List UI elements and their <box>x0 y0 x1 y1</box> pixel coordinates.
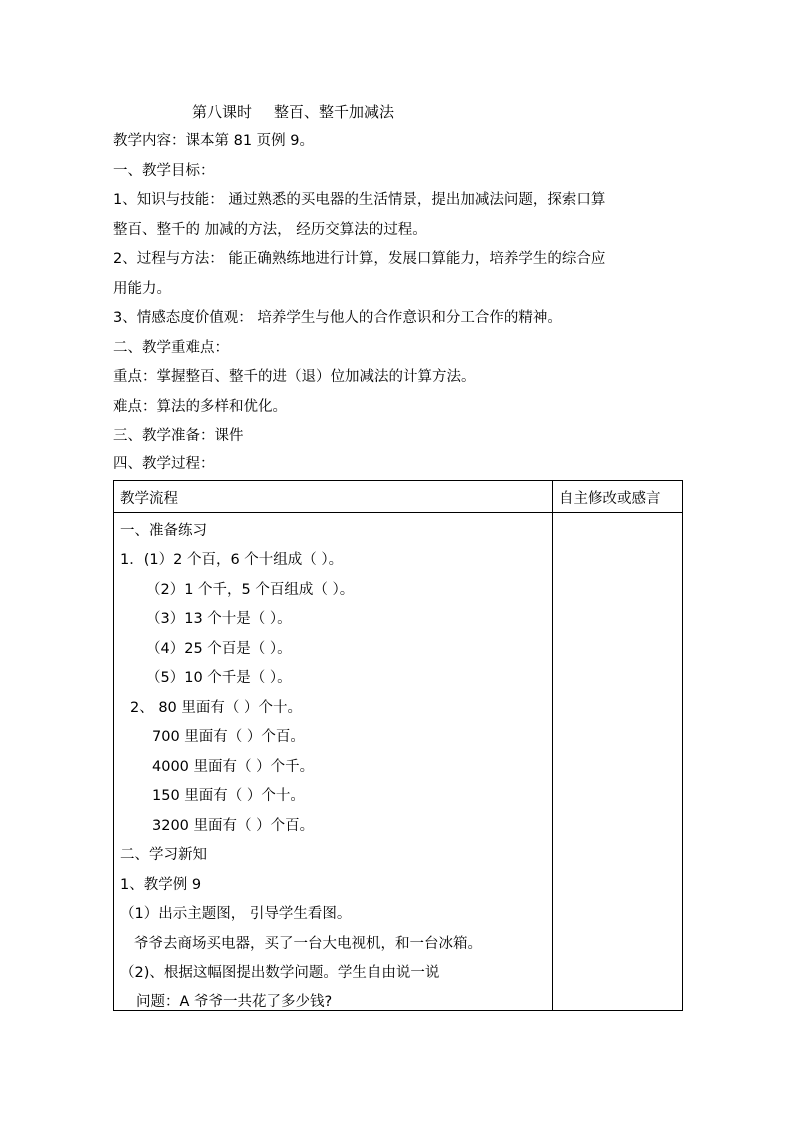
goal-process-line-2: 用能力。 <box>113 281 171 297</box>
exercise-2-3: 4000 里面有（ ）个千。 <box>152 759 315 775</box>
exercise-2-5: 3200 里面有（ ）个百。 <box>152 818 315 834</box>
new-knowledge-heading: 二、学习新知 <box>120 847 207 863</box>
exercise-1-3: （3）13 个十是（ ）。 <box>146 611 292 627</box>
key-point: 重点：掌握整百、整千的进（退）位加减法的计算方法。 <box>113 369 476 385</box>
lesson-topic: 整百、整千加减法 <box>274 103 395 121</box>
notes-cell <box>553 513 683 1011</box>
process-content-cell <box>114 513 553 1011</box>
difficult-point: 难点：算法的多样和优化。 <box>113 399 287 415</box>
section-goals-heading: 一、教学目标： <box>113 163 215 179</box>
header-cell-notes <box>553 481 683 513</box>
prep-practice-heading: 一、准备练习 <box>120 523 207 539</box>
exercise-1-2: （2）1 个千，5 个百组成（ ）。 <box>146 582 355 598</box>
exercise-1-4: （4）25 个百是（ ）。 <box>146 641 292 657</box>
section-key-points-heading: 二、教学重难点： <box>113 340 229 356</box>
example-9-heading: 1、教学例 9 <box>120 877 202 893</box>
header-cell-process <box>114 481 553 513</box>
question-a: 问题：A 爷爷一共花了多少钱? <box>136 994 333 1010</box>
teaching-content: 教学内容：课本第 81 页例 9。 <box>113 133 315 149</box>
exercise-1-1: 1．(1）2 个百，6 个十组成（ ）。 <box>120 552 344 568</box>
exercise-2-4: 150 里面有（ ）个十。 <box>152 788 305 804</box>
goal-attitude: 3、情感态度价值观： 培养学生与他人的合作意识和分工合作的精神。 <box>113 310 562 326</box>
step-1: （1）出示主题图， 引导学生看图。 <box>120 906 352 922</box>
goal-knowledge-line-1: 1、知识与技能： 通过熟悉的买电器的生活情景，提出加减法问题，探索口算 <box>113 192 606 208</box>
goal-knowledge-line-2: 整百、整千的 加减的方法， 经历交算法的过程。 <box>113 222 427 238</box>
exercise-2-2: 700 里面有（ ）个百。 <box>152 729 305 745</box>
section-preparation: 三、教学准备：课件 <box>113 428 244 444</box>
exercise-1-5: （5）10 个千是（ ）。 <box>146 670 292 686</box>
exercise-2-1: 2、 80 里面有（ ）个十。 <box>130 700 303 716</box>
scenario-text: 爷爷去商场买电器，买了一台大电视机，和一台冰箱。 <box>134 936 482 952</box>
goal-process-line-1: 2、过程与方法： 能正确熟练地进行计算，发展口算能力，培养学生的综合应 <box>113 251 606 267</box>
teaching-process-table <box>113 480 683 1011</box>
section-process-heading: 四、教学过程： <box>113 456 215 472</box>
lesson-number: 第八课时 <box>192 103 253 121</box>
step-2: （2)、根据这幅图提出数学问题。学生自由说一说 <box>120 965 440 981</box>
header-process: 教学流程 <box>120 491 178 507</box>
header-notes: 自主修改或感言 <box>559 491 661 507</box>
lesson-title <box>192 103 394 121</box>
